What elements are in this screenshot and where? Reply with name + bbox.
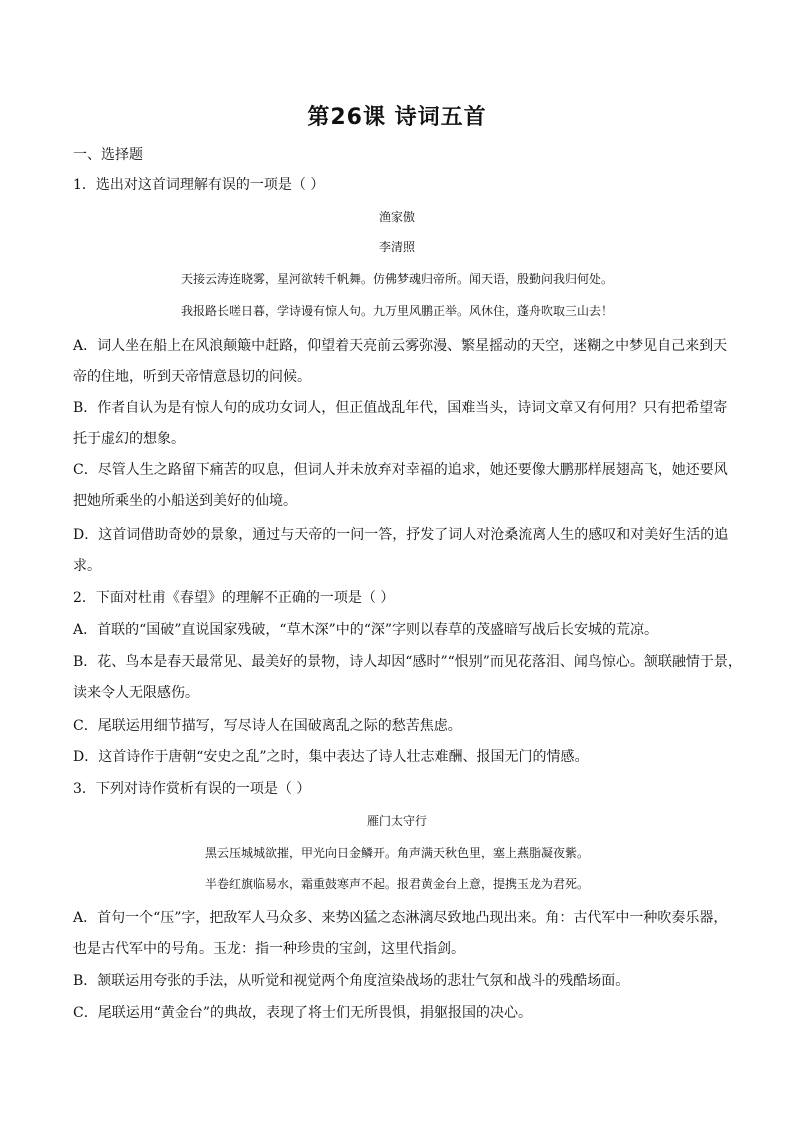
- q1-option-d-cont: 求。: [73, 558, 101, 574]
- q2-option-d: D．这首诗作于唐朝“安史之乱”之时，集中表达了诗人壮志难酬、报国无门的情感。: [73, 749, 589, 765]
- q2-option-b-cont: 读来令人无限感伤。: [73, 685, 199, 701]
- q3-option-b: B．颔联运用夸张的手法，从听觉和视觉两个角度渲染战场的悲壮气氛和战斗的残酷场面。: [73, 973, 630, 989]
- question-1-stem: 1．选出对这首词理解有误的一项是（ ）: [73, 177, 325, 193]
- q3-option-a-cont: 也是古代军中的号角。玉龙：指一种珍贵的宝剑，这里代指剑。: [73, 941, 465, 957]
- q3-poem-line: 黑云压城城欲摧，甲光向日金鳞开。角声满天秋色里，塞上燕脂凝夜紫。: [204, 846, 589, 860]
- q2-option-c: C．尾联运用细节描写，写尽诗人在国破离乱之际的愁苦焦虑。: [73, 718, 462, 734]
- question-3-stem: 3．下列对诗作赏析有误的一项是（ ）: [73, 781, 311, 797]
- page-title: 第26课 诗词五首: [307, 105, 487, 130]
- q1-option-c: C．尽管人生之路留下痛苦的叹息，但词人并未放弃对幸福的追求，她还要像大鹏那样展翅高飞，她还要风: [73, 462, 728, 478]
- q3-option-c: C．尾联运用“黄金台”的典故，表现了将士们无所畏惧，捐躯报国的决心。: [73, 1005, 533, 1021]
- q1-poem-author: 李清照: [378, 240, 415, 254]
- q1-option-d: D．这首词借助奇妙的景象，通过与天帝的一问一答，抒发了词人对沧桑流离人生的感叹和对美好生活的追: [73, 527, 729, 543]
- q1-option-b: B．作者自认为是有惊人句的成功女词人，但正值战乱年代，国难当头，诗词文章又有何用？只有把希望寄: [73, 400, 728, 416]
- q1-poem-title: 渔家傲: [378, 210, 415, 224]
- q2-option-a: A．首联的“国破”直说国家残破，“草木深”中的“深”字则以春草的茂盛暗写战后长安城的荒凉。: [73, 622, 659, 638]
- section-heading: 一、选择题: [73, 147, 143, 163]
- q1-poem-line: 天接云涛连晓雾，星河欲转千帆舞。仿佛梦魂归帝所。闻天语，殷勤问我归何处。: [180, 272, 613, 286]
- q3-poem-line: 半卷红旗临易水，霜重鼓寒声不起。报君黄金台上意，提携玉龙为君死。: [204, 877, 589, 891]
- q1-option-c-cont: 把她所乘坐的小船送到美好的仙境。: [73, 493, 297, 509]
- q1-option-a: A．词人坐在船上在风浪颠簸中赶路，仰望着天亮前云雾弥漫、繁星摇动的天空，迷糊之中梦见自己来到天: [73, 338, 728, 354]
- q1-option-b-cont: 托于虚幻的想象。: [73, 431, 185, 447]
- q3-poem-title: 雁门太守行: [366, 814, 427, 828]
- q2-option-b: B．花、鸟本是春天最常见、最美好的景物，诗人却因“感时”“恨别”而见花落泪、闻鸟惊心。颔联融情于景，: [73, 654, 742, 670]
- question-2-stem: 2．下面对杜甫《春望》的理解不正确的一项是（ ）: [73, 590, 395, 606]
- q3-option-a: A．首句一个“压”字，把敌军人马众多、来势凶猛之态淋漓尽致地凸现出来。角：古代军中一种吹奏乐器，: [73, 910, 728, 926]
- q1-poem-line: 我报路长嗟日暮，学诗谩有惊人句。九万里风鹏正举。风休住，蓬舟吹取三山去！: [180, 304, 613, 318]
- q1-option-a-cont: 帝的住地，听到天帝情意恳切的问候。: [73, 369, 311, 385]
